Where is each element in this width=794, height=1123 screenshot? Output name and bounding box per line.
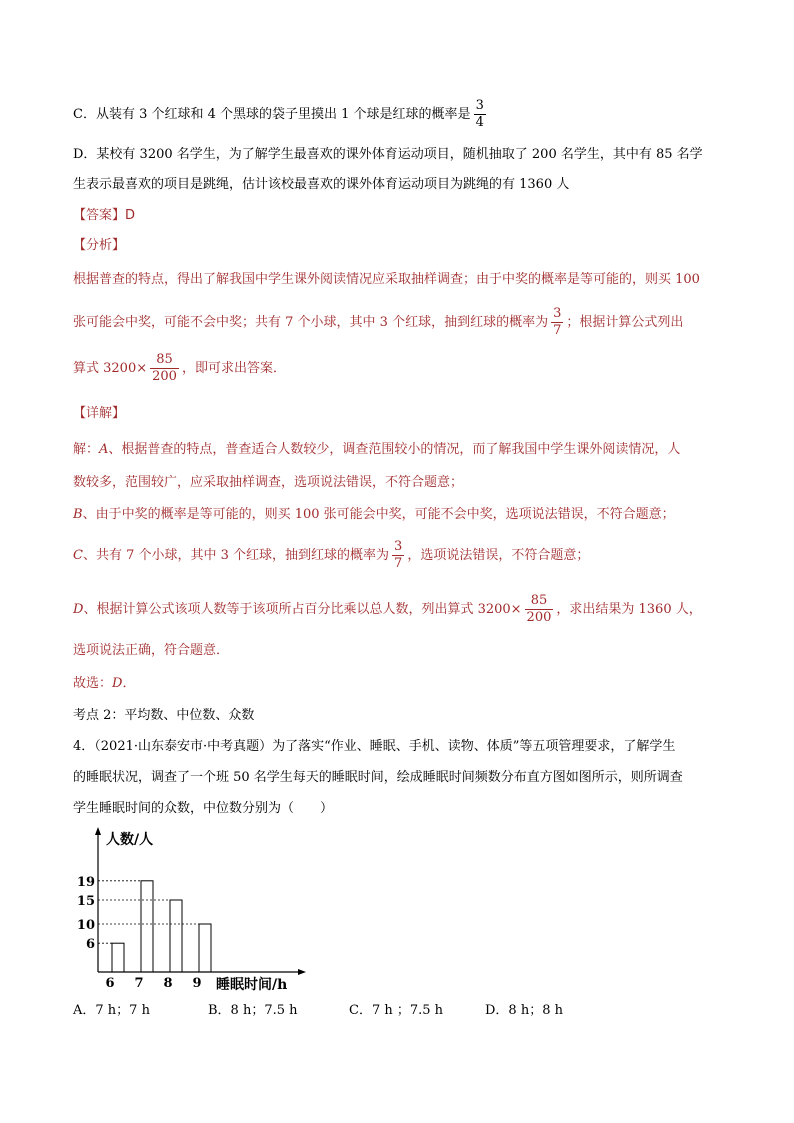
x-tick-label: 7 bbox=[134, 976, 144, 991]
fraction-denominator: 4 bbox=[475, 115, 484, 130]
histogram-bar bbox=[170, 900, 182, 972]
y-axis-label: 人数/人 bbox=[106, 832, 154, 848]
analysis-line2-tail: ；根据计算公式列出 bbox=[566, 315, 684, 330]
detail-b-text: 、由于中奖的概率是等可能的，则买 100 张可能会中奖，可能不会中奖，选项说法错误，不符合题意； bbox=[82, 507, 675, 522]
option-letter: A bbox=[99, 442, 109, 457]
y-tick-label: 15 bbox=[76, 894, 95, 909]
conclusion bbox=[73, 674, 135, 694]
question-4-line2: 的睡眠状况，调查了一个班 50 名学生每天的睡眠时间，绘成睡眠时间频数分布直方图如图所示，则所调查 bbox=[73, 770, 683, 785]
answer: 【答案】D bbox=[73, 208, 136, 223]
detail-d bbox=[73, 593, 702, 626]
analysis-line3 bbox=[73, 352, 286, 385]
fraction bbox=[551, 306, 563, 339]
fraction-denominator: 7 bbox=[394, 556, 403, 571]
detail-c-tail: ，选项说法错误，不符合题意； bbox=[407, 548, 590, 563]
fraction bbox=[150, 352, 179, 385]
analysis-line2 bbox=[73, 306, 683, 339]
fraction-numerator: 3 bbox=[553, 306, 562, 321]
choice-a: A．7 h；7 h bbox=[73, 1003, 150, 1018]
choice-c: C．7 h ；7.5 h bbox=[349, 1003, 444, 1018]
section-heading: 考点 2：平均数、中位数、众数 bbox=[73, 708, 255, 723]
fraction-denominator: 7 bbox=[553, 323, 562, 338]
question-4-line1: 4．（2021·山东泰安市·中考真题）为了落实“作业、睡眠、手机、读物、体质”等五项管理要求，了解学生 bbox=[73, 739, 676, 754]
option-letter: D bbox=[112, 676, 123, 691]
detail-a-line1 bbox=[73, 440, 680, 460]
sleep-histogram bbox=[70, 825, 330, 995]
question-4-line3: 学生睡眠时间的众数，中位数分别为（ ） bbox=[73, 801, 334, 816]
option-letter: C bbox=[73, 548, 83, 563]
option-letter: D bbox=[73, 602, 84, 617]
fraction-numerator: 85 bbox=[530, 593, 548, 608]
detail-prefix: 解： bbox=[73, 442, 100, 457]
histogram-bar bbox=[112, 943, 124, 972]
histogram-bar bbox=[199, 924, 211, 972]
analysis-line1: 根据普查的特点，得出了解我国中学生课外阅读情况应采取抽样调查；由于中奖的概率是等可能的，则买 100 bbox=[73, 272, 700, 287]
option-letter: B bbox=[73, 507, 83, 522]
conclusion-suffix: ． bbox=[122, 676, 136, 691]
option-d-line2: 生表示最喜欢的项目是跳绳，估计该校最喜欢的课外体育运动项目为跳绳的有 1360 人 bbox=[73, 177, 570, 192]
fraction-denominator: 200 bbox=[526, 610, 552, 625]
fraction-numerator: 3 bbox=[394, 539, 403, 554]
y-tick-label: 10 bbox=[76, 918, 95, 933]
option-c-text: C．从装有 3 个红球和 4 个黑球的袋子里摸出 1 个球是红球的概率是 bbox=[73, 107, 471, 122]
fraction bbox=[474, 98, 486, 131]
x-tick-label: 8 bbox=[163, 976, 173, 991]
detail-d-tail: ，求出结果为 1360 人， bbox=[556, 602, 702, 617]
detail-d-line2: 选项说法正确，符合题意． bbox=[73, 643, 230, 658]
analysis-line3-text: 算式 3200× bbox=[73, 361, 148, 376]
choice-b: B．8 h；7.5 h bbox=[208, 1003, 298, 1018]
option-d-line1: D．某校有 3200 名学生，为了解学生最喜欢的课外体育运动项目，随机抽取了 200 名学生，其中有 85 名学 bbox=[73, 147, 703, 162]
analysis-line3-tail: ，即可求出答案． bbox=[181, 361, 286, 376]
option-c bbox=[73, 98, 489, 131]
detail-b bbox=[73, 505, 675, 525]
x-tick-label: 9 bbox=[192, 976, 202, 991]
fraction-numerator: 3 bbox=[475, 98, 484, 113]
detail-a-line2: 数较多，范围较广，应采取抽样调查，选项说法错误，不符合题意； bbox=[73, 475, 464, 490]
x-axis-arrow bbox=[298, 969, 306, 975]
fraction-denominator: 200 bbox=[152, 369, 177, 384]
fraction bbox=[525, 593, 554, 626]
x-axis-label: 睡眠时间/h bbox=[216, 977, 288, 993]
y-axis-arrow bbox=[95, 827, 101, 835]
detail-a-text: 、根据普查的特点，普查适合人数较少，调查范围较小的情况，而了解我国中学生课外阅读情况，人 bbox=[108, 442, 681, 457]
fraction-numerator: 85 bbox=[156, 352, 173, 367]
fraction bbox=[392, 539, 404, 572]
detail-c-text: 、共有 7 个小球，其中 3 个红球，抽到红球的概率为 bbox=[82, 548, 390, 563]
x-tick-label: 6 bbox=[105, 976, 115, 991]
detail-tag: 【详解】 bbox=[73, 406, 126, 421]
detail-d-text: 、根据计算公式该项人数等于该项所占百分比乘以总人数，列出算式 3200× bbox=[83, 602, 522, 617]
histogram-bar bbox=[141, 881, 153, 972]
choice-d: D．8 h；8 h bbox=[485, 1003, 563, 1018]
analysis-tag: 【分析】 bbox=[73, 238, 126, 253]
y-tick-label: 6 bbox=[85, 937, 95, 953]
analysis-line2-text: 张可能会中奖，可能不会中奖；共有 7 个小球，其中 3 个红球，抽到红球的概率为 bbox=[73, 315, 549, 330]
y-tick-label: 19 bbox=[76, 874, 95, 890]
detail-c bbox=[73, 539, 589, 572]
conclusion-prefix: 故选： bbox=[73, 676, 113, 691]
